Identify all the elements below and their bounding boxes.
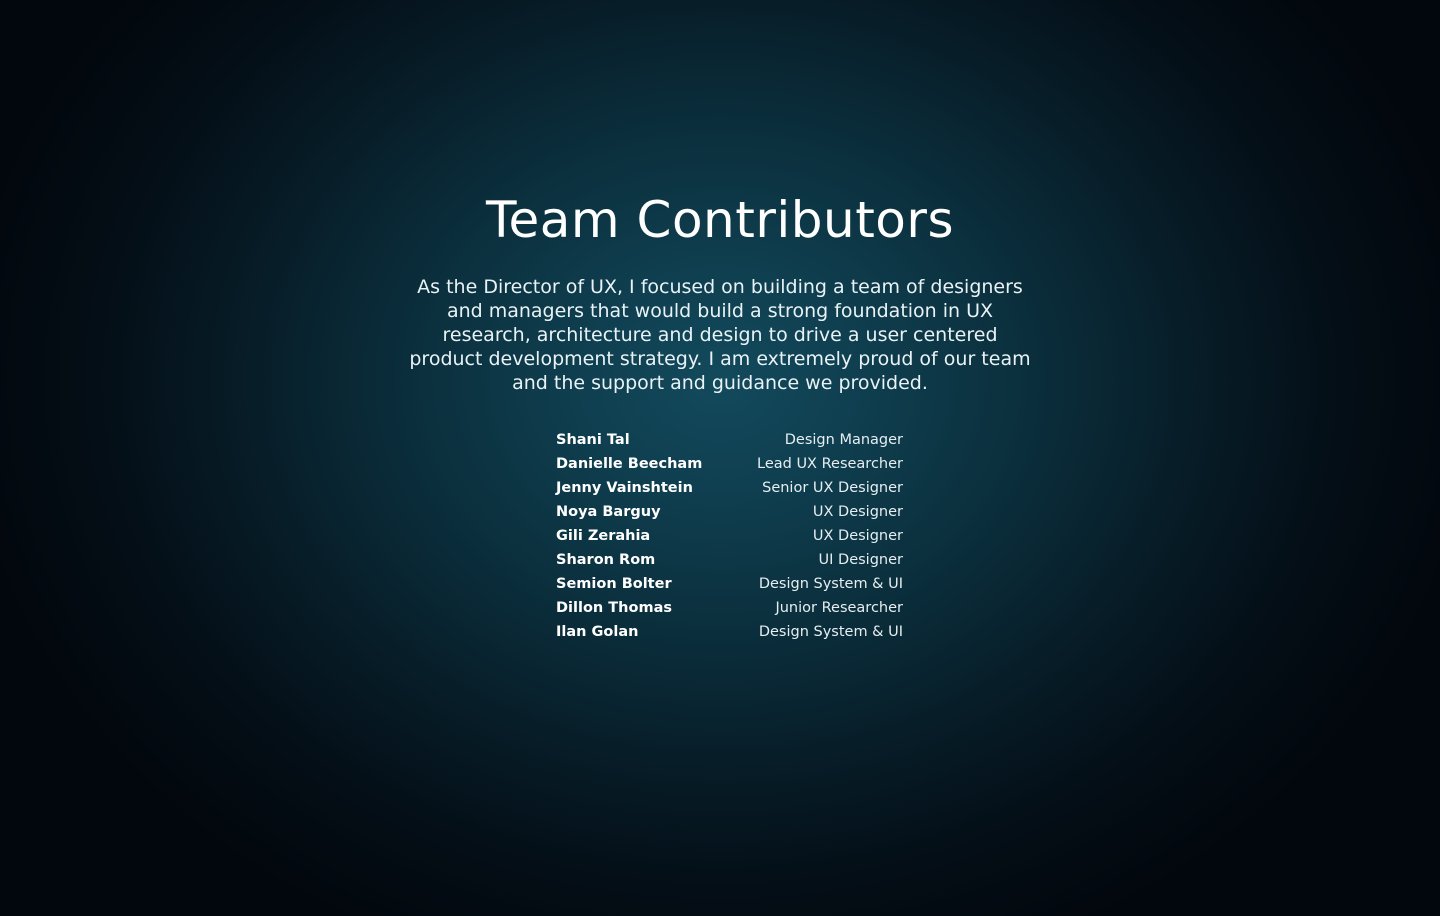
team-member-row — [556, 452, 903, 476]
member-role: Senior UX Designer — [762, 480, 903, 496]
member-role: UX Designer — [812, 528, 903, 544]
member-name: Ilan Golan — [556, 624, 639, 640]
member-name: Noya Barguy — [556, 504, 661, 520]
team-member-row — [556, 524, 903, 548]
member-name: Semion Bolter — [556, 576, 672, 592]
member-name: Sharon Rom — [556, 552, 656, 568]
member-name: Shani Tal — [556, 432, 630, 448]
member-name: Dillon Thomas — [556, 600, 672, 616]
member-role: Design System & UI — [758, 576, 903, 592]
team-member-row — [556, 500, 903, 524]
member-role: Design System & UI — [758, 624, 903, 640]
team-member-row — [556, 476, 903, 500]
member-role: UI Designer — [818, 552, 903, 568]
team-roster — [556, 428, 903, 644]
member-role: Lead UX Researcher — [757, 456, 903, 472]
member-name: Gili Zerahia — [556, 528, 651, 544]
team-member-row — [556, 548, 903, 572]
member-role: UX Designer — [812, 504, 903, 520]
team-member-row — [556, 428, 903, 452]
member-name: Jenny Vainshtein — [556, 480, 693, 496]
team-member-row — [556, 572, 903, 596]
intro-paragraph: As the Director of UX, I focused on building a team of designers and managers that would build a strong foundation in UX research, architecture and design to drive a user centered product development strategy. I am extremely proud of our team and the support and guidance we provided. — [409, 276, 1031, 394]
member-role: Design Manager — [784, 432, 903, 448]
team-member-row — [556, 620, 903, 644]
member-name: Danielle Beecham — [556, 456, 703, 472]
member-role: Junior Researcher — [775, 600, 903, 616]
page-title: Team Contributors — [485, 191, 955, 249]
team-member-row — [556, 596, 903, 620]
